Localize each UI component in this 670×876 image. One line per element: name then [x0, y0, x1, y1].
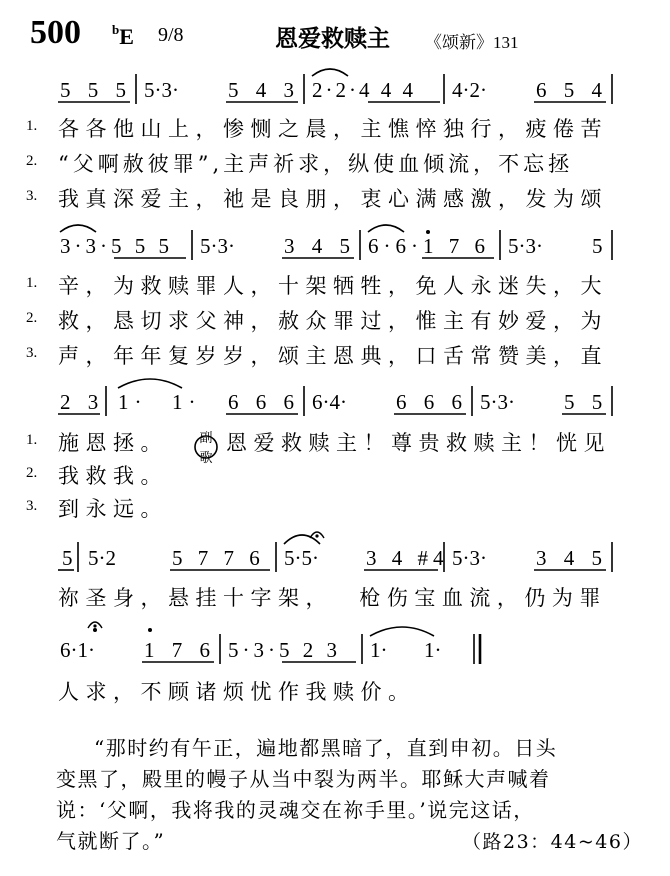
- note-group: 5·5·: [284, 546, 319, 570]
- note-group: 3·3·5 5 5: [60, 234, 173, 258]
- refrain-lyric: 恩爱救赎主！尊贵救赎主！恍见: [226, 431, 611, 455]
- fermata-dot: [93, 624, 96, 627]
- note-group: 2·2·4 4 4: [312, 78, 416, 102]
- lyric-line: 辛，为救赎罪人，十架牺牲，免人永迷失，大: [58, 274, 608, 298]
- scripture-line: “那时约有午正，遍地都黑暗了，直到申初。日头: [94, 736, 558, 760]
- note-group: 1 7 6: [144, 638, 216, 662]
- note-group: 1·: [370, 638, 388, 662]
- note-group: 6 5 4: [536, 78, 608, 102]
- note-group: 5·3·: [480, 390, 515, 414]
- note-group: 3 4 5: [284, 234, 356, 258]
- note-group: 5·2: [88, 546, 116, 570]
- lyric-line: 人求，不顾诸烦忧作我赎价。: [58, 680, 416, 704]
- scripture-line: 气就断了。”: [56, 829, 166, 853]
- note-group: 3 4 #4: [366, 546, 449, 570]
- lyric-line: 我真深爱主，祂是良朋，衷心满感激，发为颂: [58, 187, 608, 211]
- note-group: 6 6 6: [228, 390, 300, 414]
- scripture-line: 变黑了，殿里的幔子从当中裂为两半。耶稣大声喊着: [56, 767, 551, 791]
- hymn-source: 《颂新》131: [425, 33, 519, 52]
- hymn-title: 恩爱救赎主: [275, 26, 390, 52]
- note-group: 1·: [424, 638, 442, 662]
- scripture-line: 说：‘父啊，我将我的灵魂交在祢手里。’说完这话，: [56, 798, 535, 822]
- tie-arc: [312, 69, 348, 76]
- note-group: 1·: [118, 390, 148, 414]
- lyric-line: 各各他山上，惨恻之晨，主憔悴独行，疲倦苦: [58, 117, 608, 141]
- verse-number: 3.: [26, 345, 38, 361]
- note-group: 3 4 5: [536, 546, 608, 570]
- octave-dot: [148, 628, 152, 632]
- lyric-line: 声，年年复岁岁，颂主恩典，口舌常赞美，直: [58, 344, 608, 368]
- note-group: 5: [62, 546, 73, 570]
- refrain-circle: [195, 436, 217, 458]
- tie-arc: [118, 379, 182, 388]
- verse-number: 3.: [26, 498, 38, 514]
- lyric-line: “父啊赦彼罪”,主声祈求，纵使血倾流，不忘拯: [58, 152, 574, 176]
- time-signature: 9/8: [158, 24, 184, 46]
- verse-number: 1.: [26, 432, 38, 448]
- note-group: 1·: [172, 390, 202, 414]
- flat-sign: b: [112, 22, 120, 37]
- verse-number: 1.: [26, 118, 38, 134]
- note-group: 6·4·: [312, 390, 347, 414]
- note-group: 4·2·: [452, 78, 487, 102]
- note-group: 6·1·: [60, 638, 95, 662]
- hymn-number: 500: [30, 14, 81, 51]
- tie-arc: [368, 225, 404, 232]
- key-letter: E: [119, 24, 134, 49]
- note-group: 5 7 7 6: [172, 546, 265, 570]
- note-group: 5·3·5 2 3: [228, 638, 341, 662]
- fermata-dot: [315, 534, 318, 537]
- verse-number: 2.: [26, 153, 38, 169]
- note-group: 5 5: [564, 390, 609, 414]
- verse-number: 2.: [26, 310, 38, 326]
- note-group: 5·3·: [200, 234, 235, 258]
- note-group: 5·3·: [508, 234, 543, 258]
- note-group: 6·6·1 7 6: [368, 234, 490, 258]
- lyric-line: 到永远。: [58, 497, 168, 521]
- refrain-mark-char: 歌: [199, 451, 213, 466]
- octave-dot: [426, 230, 430, 234]
- lyric-line: 施恩拯。: [58, 431, 168, 455]
- note-group: 2 3: [60, 390, 105, 414]
- lyric-line: 我救我。: [58, 464, 168, 488]
- refrain-mark-char: 副: [199, 431, 213, 446]
- verse-number: 3.: [26, 188, 38, 204]
- note-group: 5 5 5: [60, 78, 132, 102]
- note-group: 5 4 3: [228, 78, 300, 102]
- octave-dot: [93, 628, 97, 632]
- verse-number: 2.: [26, 465, 38, 481]
- verse-number: 1.: [26, 275, 38, 291]
- note-group: 5: [592, 234, 603, 258]
- scripture-reference: （路23：44~46）: [462, 831, 643, 853]
- lyric-line: 祢圣身，悬挂十字架， 枪伤宝血流，仍为罪: [58, 586, 607, 610]
- tie-arc: [60, 225, 96, 232]
- tie-arc: [284, 535, 320, 544]
- note-group: 5·3·: [144, 78, 179, 102]
- note-group: 5·3·: [452, 546, 487, 570]
- lyric-line: 救，恳切求父神，赦众罪过，惟主有妙爱，为: [58, 309, 608, 333]
- tie-arc: [370, 627, 434, 636]
- note-group: 6 6 6: [396, 390, 468, 414]
